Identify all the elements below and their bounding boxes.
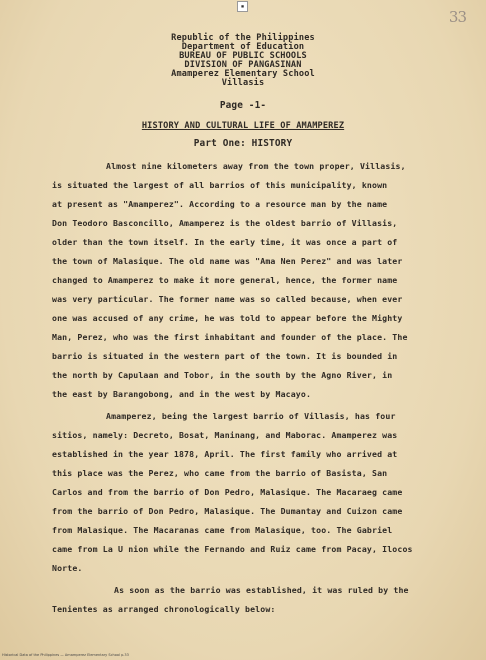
body-line: As soon as the barrio was established, it was ruled by the — [114, 585, 409, 595]
page-marker-icon: ▪ — [237, 1, 248, 12]
body-line: Don Teodoro Basconcillo, Amamperez is the oldest barrio of Villasis, — [52, 218, 398, 228]
body-line: this place was the Perez, who came from the barrio of Basista, San — [52, 468, 388, 478]
archive-footer: Historical Data of the Philippines — Amamperez Elementary School p.33 — [2, 653, 129, 657]
header-department: Department of Education — [181, 42, 305, 52]
body-line: older than the town itself. In the early time, it was once a part of — [52, 237, 398, 247]
page-label: Page -1- — [219, 100, 267, 111]
body-line: Almost nine kilometers away from the town proper, Villasis, — [106, 161, 406, 171]
handwritten-page-number: 33 — [448, 8, 466, 26]
body-line: one was accused of any crime, he was told to appear before the Mighty — [52, 313, 403, 323]
header-republic: Republic of the Philippines — [171, 33, 315, 43]
body-line: Amamperez, being the largest barrio of Villasis, has four — [106, 411, 396, 421]
body-line: established in the year 1878, April. The first family who arrived at — [52, 449, 398, 459]
body-line: the north by Capulaan and Tobor, in the south by the Agno River, in — [52, 370, 393, 380]
header-bureau: BUREAU OF PUBLIC SCHOOLS — [179, 51, 307, 61]
body-line: Norte. — [52, 563, 83, 573]
body-line: the east by Barangobong, and in the west by Macayo. — [52, 389, 312, 399]
body-line: is situated the largest of all barrios of this municipality, known — [52, 180, 388, 190]
body-line: at present as "Amamperez". According to a resource man by the name — [52, 199, 388, 209]
body-line: came from La U nion while the Fernando and Ruiz came from Pacay, Ilocos — [52, 544, 413, 554]
body-line: from Malasique. The Macaranas came from Malasique, too. The Gabriel — [52, 525, 393, 535]
body-line: the town of Malasique. The old name was "Ama Nen Perez" and was later — [52, 256, 403, 266]
part-heading: Part One: HISTORY — [193, 138, 293, 149]
body-line: Carlos and from the barrio of Don Pedro, Malasique. The Macaraeg came — [52, 487, 403, 497]
body-line: changed to Amamperez to make it more general, hence, the former name — [52, 275, 398, 285]
header-division: DIVISION OF PANGASINAN — [184, 60, 302, 70]
header-school: Amamperez Elementary School — [171, 69, 315, 79]
header-town: Villasis — [221, 78, 265, 88]
body-line: was very particular. The former name was so called because, when ever — [52, 294, 403, 304]
body-line: Man, Perez, who was the first inhabitant and founder of the place. The — [52, 332, 408, 342]
body-line: sitios, namely: Decreto, Bosat, Maninang, and Maborac. Amamperez was — [52, 430, 398, 440]
body-line: Tenientes as arranged chronologically below: — [52, 604, 276, 614]
body-line: barrio is situated in the western part of the town. It is bounded in — [52, 351, 398, 361]
document-title: HISTORY AND CULTURAL LIFE OF AMAMPEREZ — [141, 121, 345, 131]
body-line: from the barrio of Don Pedro, Malasique. The Dumantay and Cuizon came — [52, 506, 403, 516]
